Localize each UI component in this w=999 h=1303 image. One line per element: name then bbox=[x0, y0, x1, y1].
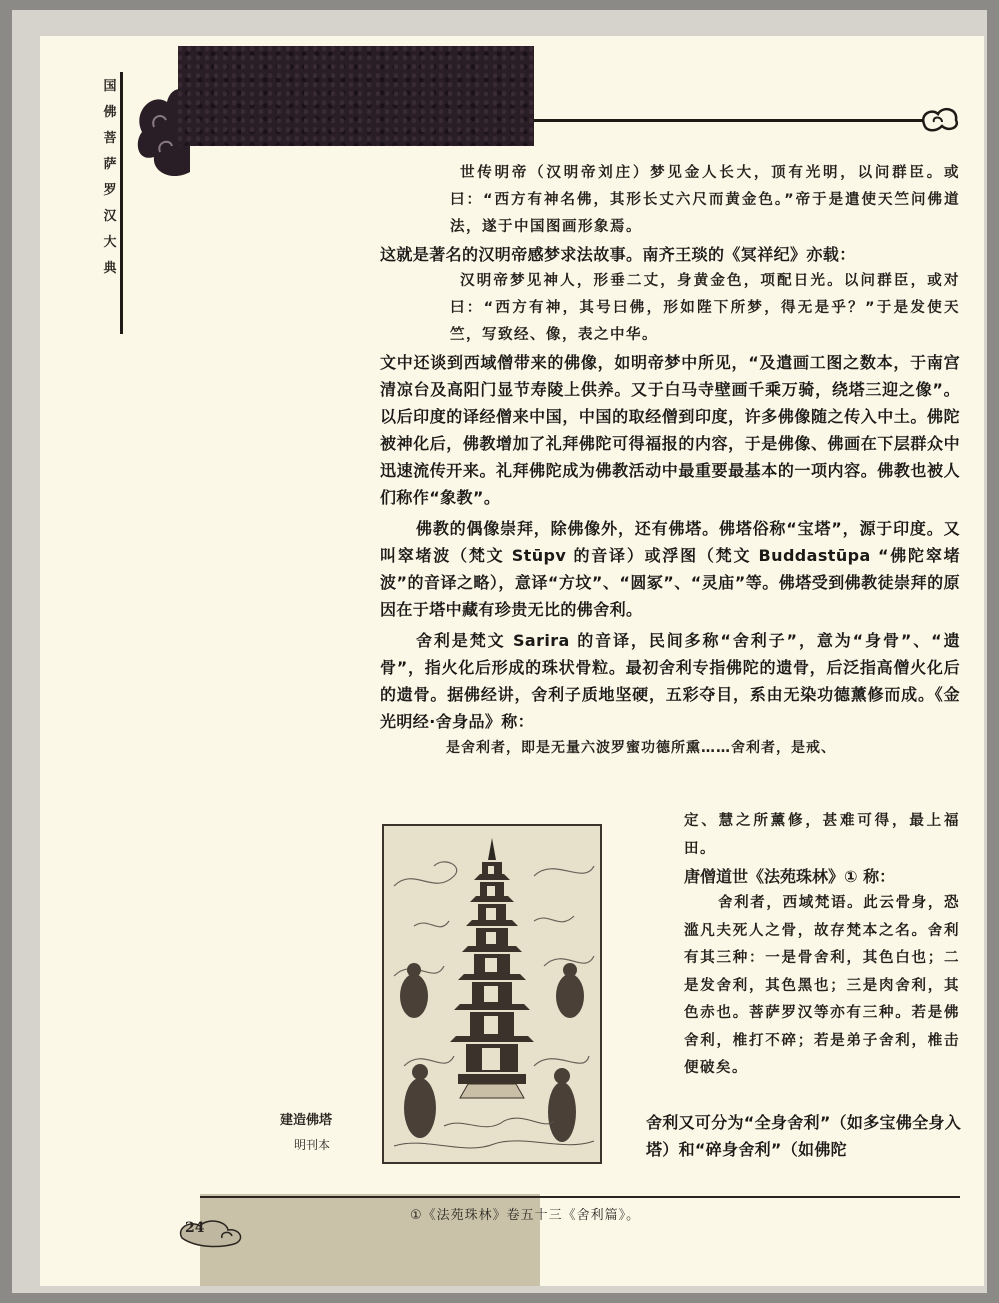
stupa-illustration bbox=[382, 824, 602, 1164]
running-title-char: 罗 bbox=[103, 183, 117, 198]
main-text bbox=[380, 160, 960, 762]
running-title-char: 大 bbox=[103, 235, 117, 250]
pagoda-icon bbox=[384, 826, 600, 1162]
illustration-caption bbox=[280, 1108, 370, 1158]
body-paragraph: 佛教的偶像崇拜，除佛像外，还有佛塔。佛塔俗称“宝塔”，源于印度。又叫窣堵波（梵文 Stūpv 的音译）或浮图（梵文 Buddastūpa “佛陀窣堵波”的音译之略），意译“方坟”、“圆冢”、“灵庙”等。佛塔受到佛教徒崇拜的原因在于塔中藏有珍贵无比的佛舍利。 bbox=[380, 519, 960, 619]
quote-paragraph: 是舍利者，即是无量六波罗蜜功德所熏……舍利者，是戒、 bbox=[446, 740, 836, 756]
body-paragraph: 文中还谈到西域僧带来的佛像，如明帝梦中所见，“及遣画工图之数本，于南宫清凉台及高阳门显节寿陵上供养。又于白马寺壁画千乘万骑，绕塔三迎之像”。以后印度的译经僧来中国，中国的取经僧到印度，许多佛像随之传入中土。佛陀被神化后，佛教增加了礼拜佛陀可得福报的内容，于是佛像、佛画在下层群众中迅速流传开来。礼拜佛陀成为佛教活动中最重要最基本的一项内容。佛教也被人们称作“象教”。 bbox=[380, 353, 960, 507]
body-paragraph: 这就是著名的汉明帝感梦求法故事。南齐王琰的《冥祥纪》亦载： bbox=[380, 245, 856, 264]
quote-paragraph: 汉明帝梦见神人，形垂二丈，身黄金色，项配日光。以问群臣，或对曰：“西方有神，其号曰佛，形如陛下所梦，得无是乎？”于是发使天竺，写致经、像，表之中华。 bbox=[450, 273, 960, 343]
running-title-char: 国 bbox=[103, 79, 117, 94]
running-title bbox=[100, 74, 120, 282]
side-text-column bbox=[684, 808, 960, 1083]
body-paragraph: 舍利又可分为“全身舍利”（如多宝佛全身入塔）和“碎身舍利”（如佛陀 bbox=[646, 1113, 962, 1159]
running-title-char: 典 bbox=[103, 261, 117, 276]
page-number: 24 bbox=[185, 1220, 205, 1236]
running-title-char: 菩 bbox=[103, 131, 117, 146]
cloud-scroll-icon bbox=[920, 106, 960, 132]
running-title-char: 萨 bbox=[103, 157, 117, 172]
running-title-rule bbox=[120, 72, 123, 334]
caption-source: 明刊本 bbox=[294, 1138, 331, 1152]
quote-paragraph: 世传明帝（汉明帝刘庄）梦见金人长大，顶有光明，以问群臣。或曰：“西方有神名佛，其形长丈六尺而黄金色。”帝于是遣使天竺问佛道法，遂于中国图画形象焉。 bbox=[450, 165, 960, 235]
footer-rule bbox=[200, 1196, 960, 1198]
header-rule bbox=[534, 119, 924, 122]
quote-paragraph: 舍利者，西域梵语。此云骨身，恐滥凡夫死人之骨，故存梵本之名。舍利有其三种：一是骨舍利，其色白也；二是发舍利，其色黑也；三是肉舍利，其色赤也。菩萨罗汉等亦有三种。若是佛舍利，椎打不碎；若是弟子舍利，椎击便破矣。 bbox=[684, 895, 960, 1076]
running-title-char: 佛 bbox=[103, 105, 117, 120]
quote-paragraph: 定、慧之所薰修，甚难可得，最上福田。 bbox=[684, 813, 960, 857]
body-paragraph: 舍利是梵文 Sarira 的音译，民间多称“舍利子”，意为“身骨”、“遗骨”，指火化后形成的珠状骨粒。最初舍利专指佛陀的遗骨，后泛指高僧火化后的遗骨。据佛经讲，舍利子质地坚硬，五彩夺目，系由无染功德薰修而成。《金光明经·舍身品》称： bbox=[380, 631, 960, 731]
page-frame bbox=[12, 10, 987, 1293]
footnote: ①《法苑珠林》卷五十三《舍利篇》。 bbox=[410, 1208, 641, 1223]
header-banner bbox=[178, 46, 534, 146]
body-paragraph: 唐僧道世《法苑珠林》① 称： bbox=[684, 867, 896, 886]
book-page bbox=[40, 36, 984, 1286]
caption-title: 建造佛塔 bbox=[280, 1113, 333, 1128]
running-title-char: 汉 bbox=[103, 209, 117, 224]
